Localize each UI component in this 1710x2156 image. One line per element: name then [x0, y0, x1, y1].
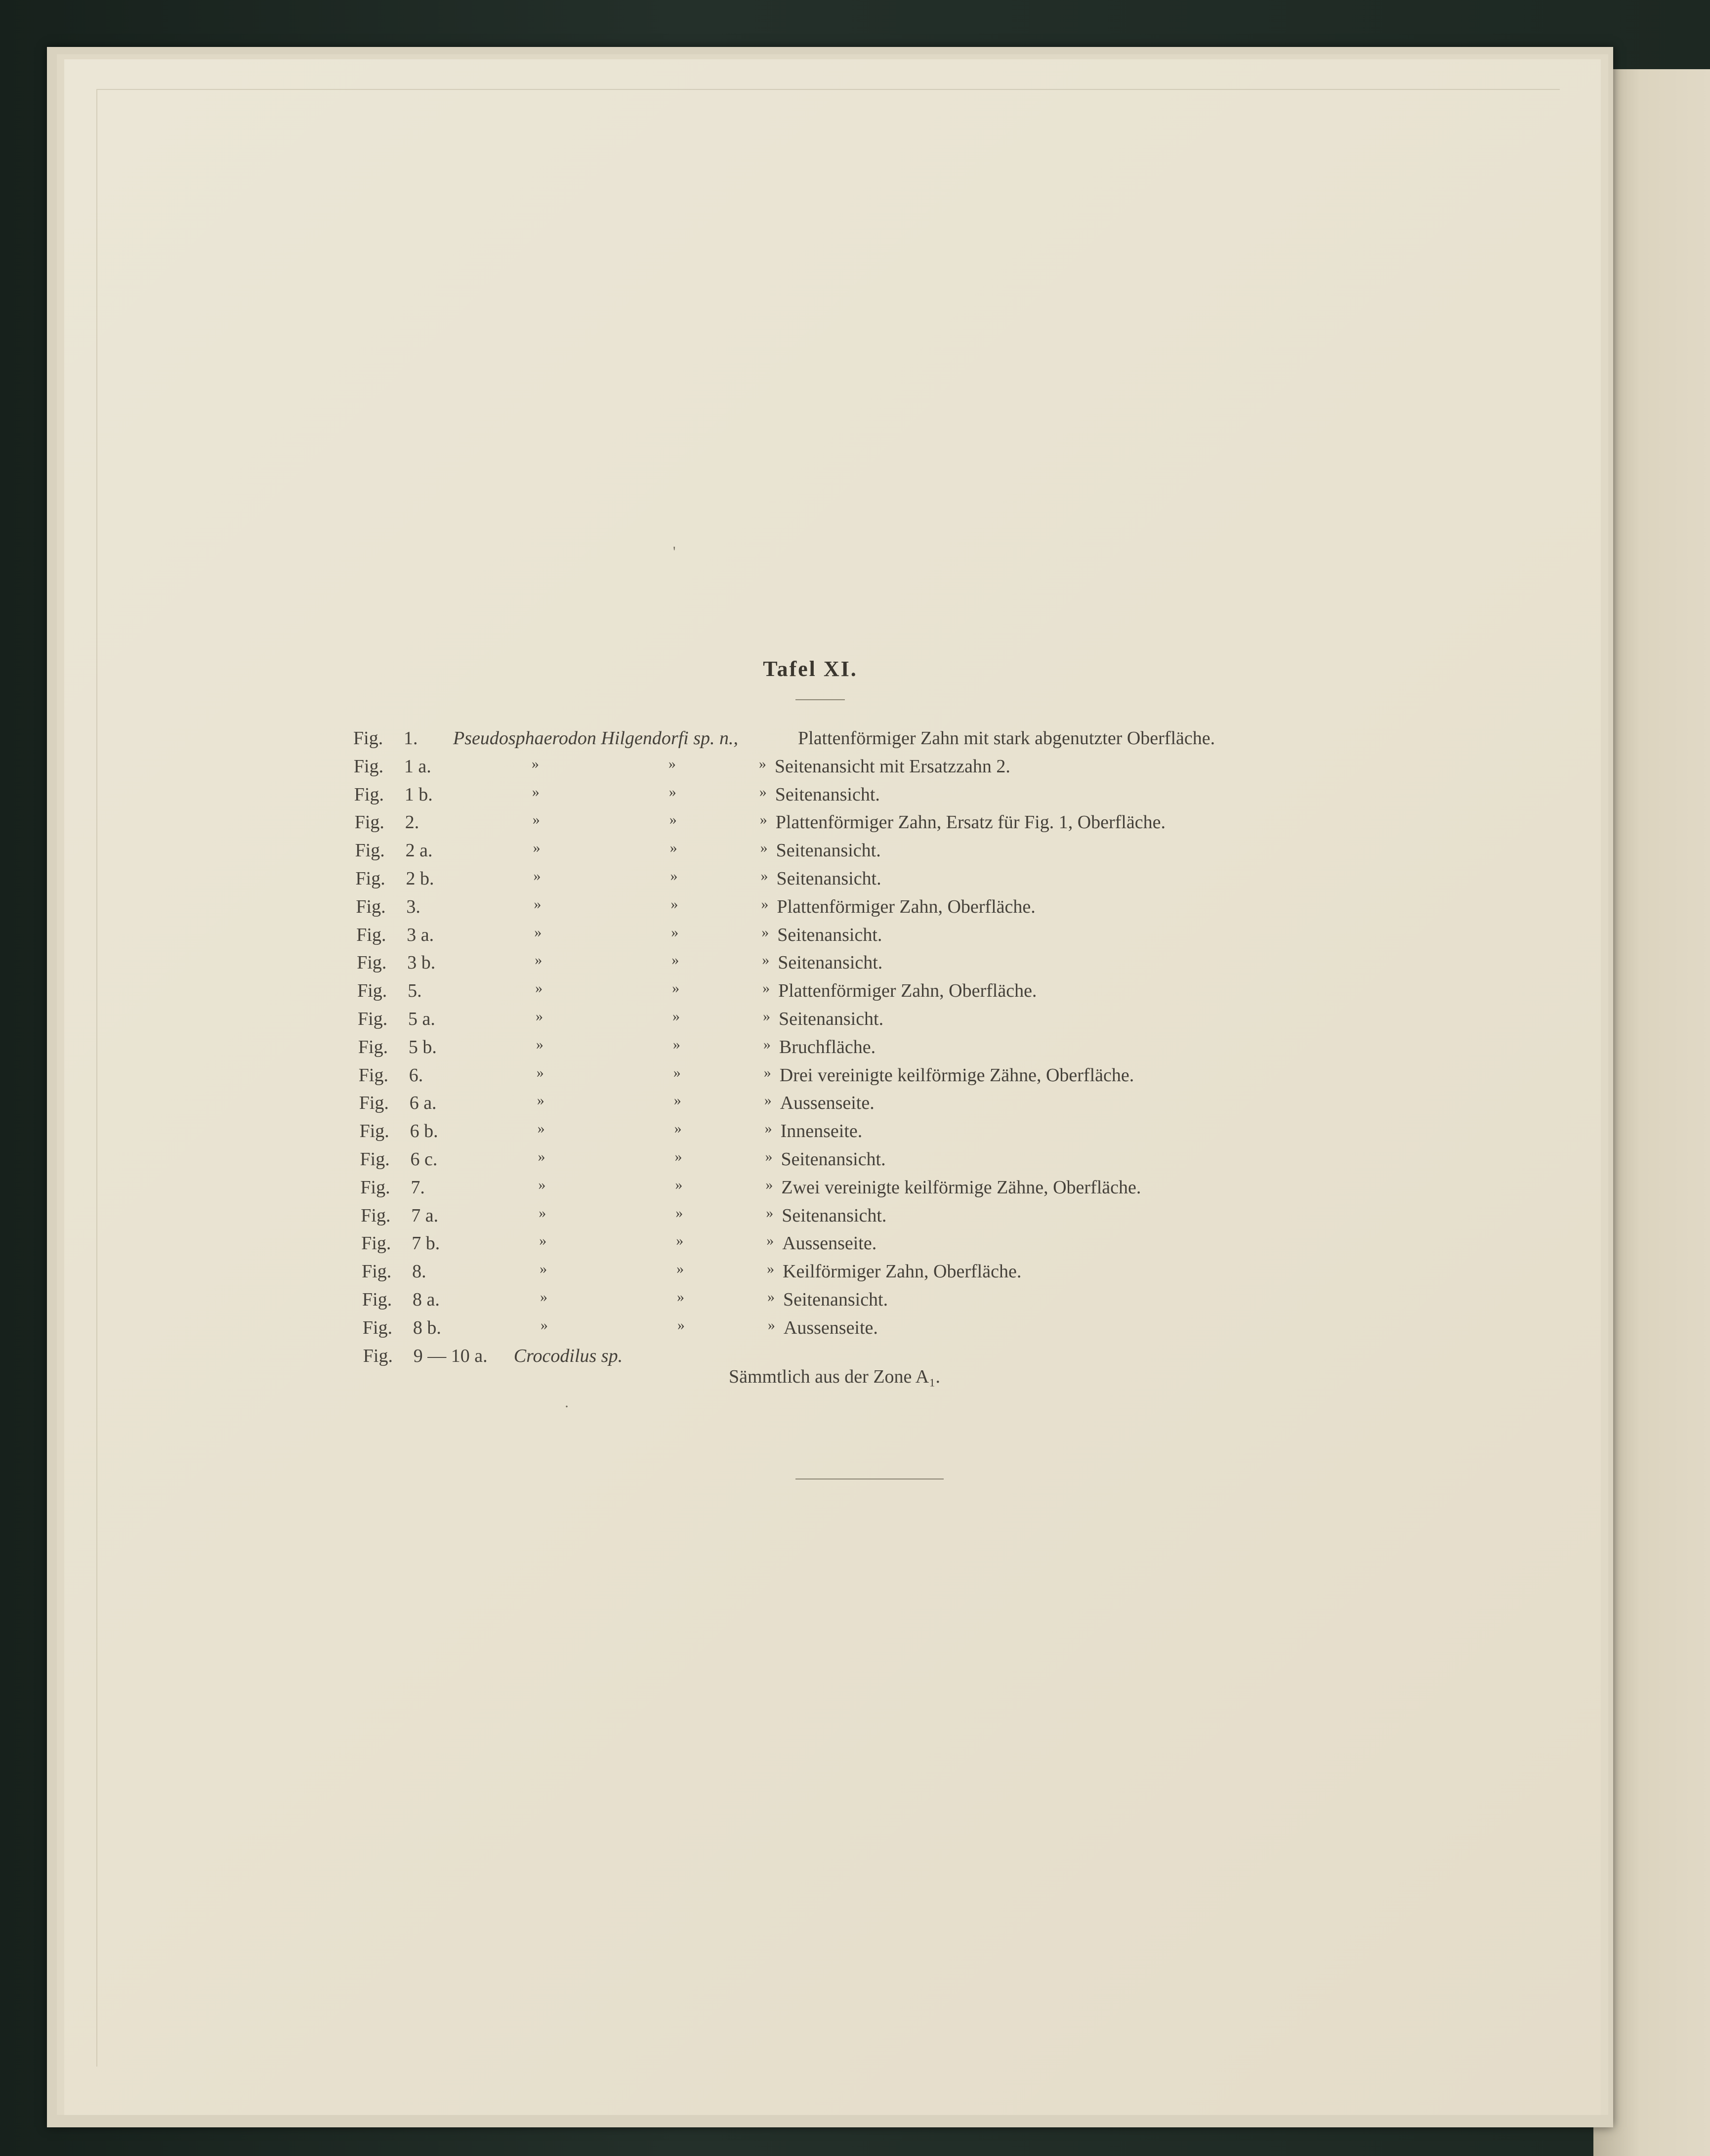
ditto-mark: »: [534, 895, 542, 912]
ditto-mark: »: [677, 1289, 684, 1305]
ditto-mark: »: [537, 1120, 545, 1137]
ditto-mark: »: [670, 868, 678, 884]
ditto-mark: »: [536, 1036, 543, 1053]
ditto-mark: »: [763, 1064, 771, 1081]
legend-row: [357, 952, 1345, 976]
legend-row: [353, 727, 1341, 752]
ditto-mark: »: [540, 1289, 547, 1305]
ditto-mark: »: [671, 924, 679, 940]
ditto-mark: »: [539, 1232, 547, 1249]
figure-number: 8.: [412, 1261, 426, 1282]
figure-label: Fig.: [363, 1345, 393, 1366]
figure-label: Fig.: [358, 1009, 388, 1029]
figure-label: Fig.: [362, 1261, 392, 1282]
figure-description: Plattenförmiger Zahn, Oberfläche.: [777, 896, 1036, 917]
ditto-mark: »: [763, 1036, 771, 1053]
ditto-mark: »: [767, 1261, 775, 1277]
ditto-mark: »: [670, 895, 678, 912]
figure-number: 6 c.: [410, 1149, 438, 1170]
figure-description: Aussenseite.: [780, 1093, 875, 1114]
ditto-mark: »: [668, 755, 676, 772]
figure-label: Fig.: [361, 1205, 391, 1226]
legend-row: [363, 1317, 1351, 1342]
figure-label: Fig.: [357, 952, 387, 973]
figure-label: Fig.: [358, 1064, 388, 1086]
ditto-mark: »: [672, 1036, 680, 1053]
figure-description: Keilförmiger Zahn, Oberfläche.: [783, 1261, 1022, 1282]
figure-label: Fig.: [355, 840, 385, 861]
figure-number: 1 a.: [404, 756, 431, 777]
figure-number: 2.: [405, 812, 419, 833]
figure-number: 5 a.: [408, 1009, 435, 1029]
figure-description: Seitenansicht.: [775, 784, 880, 805]
ditto-mark: »: [536, 1008, 543, 1024]
legend-row: [356, 924, 1344, 949]
legend-row: [354, 756, 1342, 780]
ditto-mark: »: [765, 1148, 773, 1165]
ditto-mark: »: [762, 980, 770, 997]
legend-row: [362, 1289, 1350, 1313]
ditto-mark: »: [677, 1316, 685, 1333]
figure-number: 2 b.: [406, 868, 434, 889]
ditto-mark: »: [674, 1148, 682, 1165]
ditto-mark: »: [534, 924, 542, 940]
ditto-mark: »: [676, 1261, 684, 1277]
figure-description: Plattenförmiger Zahn mit stark abgenutzter Oberfläche.: [798, 728, 1215, 749]
ditto-mark: »: [764, 1120, 772, 1137]
figure-number: 1.: [404, 728, 418, 749]
ditto-mark: »: [537, 1092, 544, 1109]
ditto-mark: »: [676, 1232, 684, 1249]
ditto-mark: »: [532, 783, 540, 800]
ditto-mark: »: [767, 1289, 775, 1305]
ink-speck: ·: [564, 1398, 569, 1415]
ditto-mark: »: [538, 1176, 546, 1193]
figure-number: 8 a.: [413, 1289, 440, 1310]
ditto-mark: »: [672, 1008, 680, 1024]
ditto-mark: »: [759, 811, 767, 828]
ditto-mark: »: [766, 1204, 774, 1221]
figure-description: Seitenansicht.: [776, 840, 881, 861]
figure-label: Fig.: [361, 1233, 391, 1254]
figure-description: Innenseite.: [780, 1121, 863, 1142]
figure-label: Fig.: [354, 812, 384, 833]
ditto-mark: »: [538, 1148, 545, 1165]
legend-row: [362, 1261, 1350, 1285]
figure-number: 7 b.: [412, 1233, 440, 1254]
ditto-mark: »: [668, 783, 676, 800]
figure-description: Seitenansicht.: [779, 1009, 884, 1029]
ditto-mark: »: [762, 952, 770, 969]
figure-description: Bruchfläche.: [779, 1036, 876, 1057]
figure-number: 6.: [409, 1064, 423, 1086]
end-rule: [795, 1479, 944, 1480]
figure-description: Plattenförmiger Zahn, Oberfläche.: [778, 980, 1037, 1002]
figure-label: Fig.: [356, 896, 386, 917]
ditto-mark: »: [540, 1316, 548, 1333]
ditto-mark: »: [760, 840, 768, 856]
ditto-mark: »: [763, 1008, 770, 1024]
figure-label: Fig.: [356, 924, 386, 945]
ditto-mark: »: [672, 980, 680, 997]
ditto-mark: »: [765, 1176, 773, 1193]
ditto-mark: »: [673, 1092, 681, 1109]
plate-title: Tafel XI.: [763, 657, 858, 681]
figure-label: Fig.: [358, 1036, 388, 1057]
legend-row: [356, 896, 1344, 921]
figure-label: Fig.: [360, 1177, 390, 1198]
figure-number: 3 a.: [407, 924, 434, 945]
figure-label: Fig.: [357, 980, 387, 1002]
legend-row: [361, 1205, 1349, 1229]
figure-description: Aussenseite.: [783, 1317, 878, 1338]
figure-description: Drei vereinigte keilförmige Zähne, Oberfläche.: [779, 1064, 1134, 1086]
figure-number: 9 — 10 a.: [413, 1345, 488, 1366]
figure-number: 2 a.: [405, 840, 433, 861]
ditto-mark: »: [758, 755, 766, 772]
ditto-mark: »: [759, 783, 767, 800]
figure-label: Fig.: [353, 728, 383, 749]
figure-description: Seitenansicht.: [782, 1205, 887, 1226]
figure-number: 3.: [406, 896, 420, 917]
figure-description: Seitenansicht.: [781, 1149, 886, 1170]
legend-row: [360, 1177, 1348, 1201]
ditto-mark: »: [533, 868, 541, 884]
figure-description: Plattenförmiger Zahn, Ersatz für Fig. 1, Oberfläche.: [775, 812, 1166, 833]
figure-label: Fig.: [359, 1121, 389, 1142]
figure-label: Fig.: [354, 784, 384, 805]
figure-number: 7.: [411, 1177, 425, 1198]
ditto-mark: »: [761, 924, 769, 940]
ditto-mark: »: [535, 952, 542, 969]
figure-description: Seitenansicht.: [778, 952, 883, 973]
legend-row: [356, 868, 1344, 892]
ditto-mark: »: [540, 1261, 547, 1277]
legend-row: [360, 1148, 1348, 1173]
legend-row: [358, 1008, 1346, 1033]
ditto-mark: »: [531, 755, 539, 772]
figure-label: Fig.: [360, 1149, 390, 1170]
figure-number: 3 b.: [407, 952, 436, 973]
ditto-mark: »: [671, 952, 679, 969]
figure-description: Aussenseite.: [782, 1233, 877, 1254]
figure-description: Seitenansicht.: [776, 868, 881, 889]
ditto-mark: »: [539, 1204, 546, 1221]
ditto-mark: »: [673, 1064, 681, 1081]
ditto-mark: »: [532, 811, 540, 828]
ditto-mark: »: [669, 811, 677, 828]
ditto-mark: »: [536, 1064, 544, 1081]
legend-row: [354, 784, 1342, 808]
ink-speck: ': [673, 544, 676, 560]
legend-row: [355, 840, 1343, 864]
ditto-mark: »: [760, 868, 768, 884]
legend-row: [355, 811, 1343, 836]
ditto-mark: »: [535, 980, 543, 997]
legend-row: [361, 1232, 1349, 1257]
ditto-mark: »: [767, 1316, 775, 1333]
ditto-mark: »: [675, 1204, 683, 1221]
figure-number: 1 b.: [404, 784, 433, 805]
figure-number: 5.: [408, 980, 422, 1002]
figure-number: 5 b.: [408, 1036, 437, 1057]
figure-label: Fig.: [355, 868, 385, 889]
figure-description: Zwei vereinigte keilförmige Zähne, Oberfläche.: [781, 1177, 1141, 1198]
ditto-mark: »: [761, 895, 769, 912]
ditto-mark: »: [533, 840, 541, 856]
species-name: Crocodilus sp.: [513, 1345, 623, 1366]
legend-row: [359, 1064, 1347, 1089]
legend-row: [360, 1120, 1348, 1145]
figure-number: 6 a.: [409, 1093, 437, 1114]
figure-label: Fig.: [353, 756, 384, 777]
legend-row: [359, 1092, 1347, 1117]
ditto-mark: »: [674, 1120, 682, 1137]
summary-note: Sämmtlich aus der Zone A₁.: [729, 1366, 941, 1387]
species-name: Pseudosphaerodon Hilgendorfi sp. n.,: [453, 728, 739, 749]
figure-number: 6 b.: [410, 1121, 438, 1142]
figure-label: Fig.: [362, 1289, 392, 1310]
ditto-mark: »: [764, 1092, 772, 1109]
ditto-mark: »: [669, 840, 677, 856]
figure-description: Seitenansicht.: [783, 1289, 888, 1310]
figure-number: 7 a.: [411, 1205, 439, 1226]
legend-row: [358, 1036, 1346, 1061]
legend-row: [357, 980, 1345, 1005]
ditto-mark: »: [766, 1232, 774, 1249]
figure-number: 8 b.: [413, 1317, 441, 1338]
figure-label: Fig.: [359, 1093, 389, 1114]
figure-description: Seitenansicht.: [777, 924, 882, 945]
figure-label: Fig.: [362, 1317, 393, 1338]
title-rule: [795, 699, 845, 700]
figure-description: Seitenansicht mit Ersatzzahn 2.: [774, 756, 1010, 777]
ditto-mark: »: [675, 1176, 683, 1193]
